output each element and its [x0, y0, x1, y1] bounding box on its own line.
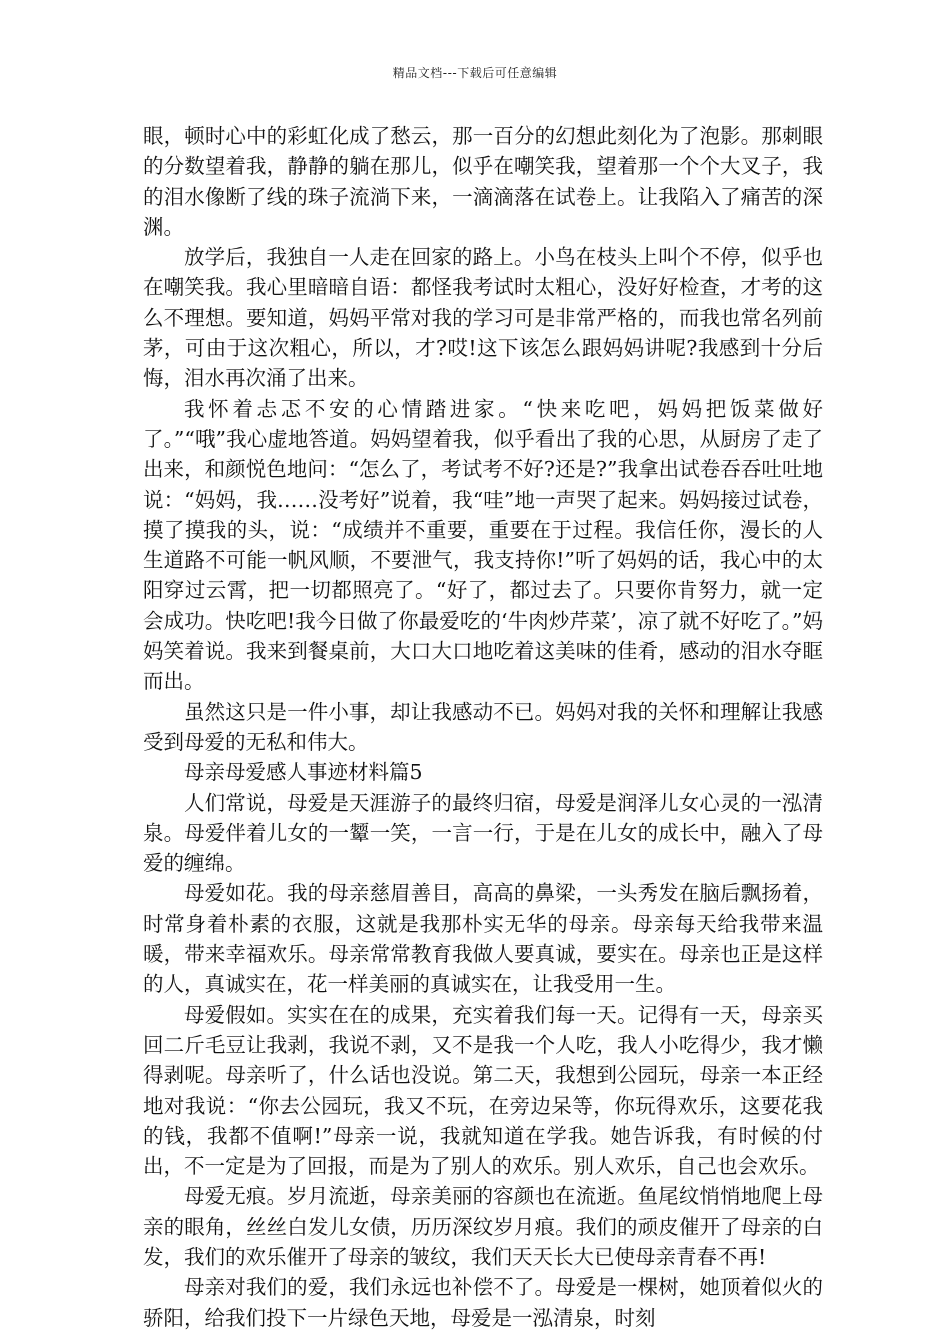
paragraph: 母爱无痕。岁月流逝，母亲美丽的容颜也在流逝。鱼尾纹悄悄地爬上母亲的眼角，丝丝白发儿女债，历历深纹岁月痕。我们的顽皮催开了母亲的白发，我们的欢乐催开了母亲的皱纹，我们天天长大已使母亲青春不再! [143, 1184, 823, 1269]
paragraph: 母亲对我们的爱，我们永远也补偿不了。母爱是一棵树，她顶着似火的骄阳，给我们投下一片绿色天地，母爱是一泓清泉，时刻 [143, 1275, 823, 1330]
paragraph: 母爱如花。我的母亲慈眉善目，高高的鼻梁，一头秀发在脑后飘扬着，时常身着朴素的衣服，这就是我那朴实无华的母亲。母亲每天给我带来温暖，带来幸福欢乐。母亲常常教育我做人要真诚，要实在。母亲也正是这样的人，真诚实在，花一样美丽的真诚实在，让我受用一生。 [143, 881, 823, 997]
page-header: 精品文档---下载后可任意编辑 [392, 66, 558, 80]
paragraph: 人们常说，母爱是天涯游子的最终归宿，母爱是润泽儿女心灵的一泓清泉。母爱伴着儿女的一颦一笑，一言一行，于是在儿女的成长中，融入了母爱的缠绵。 [143, 790, 823, 876]
paragraph: 我怀着忐忑不安的心情踏进家。“快来吃吧，妈妈把饭菜做好了。”“哦”我心虚地答道。妈妈望着我，似乎看出了我的心思，从厨房了走了出来，和颜悦色地问：“怎么了，考试考不好?还是?”我拿出试卷吞吞吐吐地说：“妈妈，我……没考好”说着，我“哇”地一声哭了起来。妈妈接过试卷，摸了摸我的头，说：“成绩并不重要，重要在于过程。我信任你，漫长的人生道路不可能一帆风顺，不要泄气，我支持你!”听了妈妈的话，我心中的太阳穿过云霄，把一切都照亮了。“好了，都过去了。只要你肯努力，就一定会成功。快吃吧!我今日做了你最爱吃的‘牛肉炒芹菜’，凉了就不好吃了。”妈妈笑着说。我来到餐桌前，大口大口地吃着这美味的佳肴，感动的泪水夺眶而出。 [143, 396, 823, 694]
paragraph: 虽然这只是一件小事，却让我感动不已。妈妈对我的关怀和理解让我感受到母爱的无私和伟大。 [143, 699, 823, 754]
paragraph: 眼，顿时心中的彩虹化成了愁云，那一百分的幻想此刻化为了泡影。那刺眼的分数望着我，静静的躺在那儿，似乎在嘲笑我，望着那一个个大叉子，我的泪水像断了线的珠子流淌下来，一滴滴落在试卷上。让我陷入了痛苦的深渊。 [143, 124, 823, 239]
section-title: 母亲母爱感人事迹材料篇5 [184, 760, 423, 785]
paragraph: 放学后，我独自一人走在回家的路上。小鸟在枝头上叫个不停，似乎也在嘲笑我。我心里暗暗自语：都怪我考试时太粗心，没好好检查，才考的这么不理想。要知道，妈妈平常对我的学习可是非常严格的，而我也常名列前茅，可由于这次粗心，所以，才?哎!这下该怎么跟妈妈讲呢?我感到十分后悔，泪水再次涌了出来。 [143, 245, 823, 391]
paragraph: 母爱假如。实实在在的成果，充实着我们每一天。记得有一天，母亲买回二斤毛豆让我剥，我说不剥，又不是我一个人吃，我人小吃得少，我才懒得剥呢。母亲听了，什么话也没说。第二天，我想到公园玩，母亲一本正经地对我说：“你去公园玩，我又不玩，在旁边呆等，你玩得欢乐，这要花我的钱，我都不值啊!”母亲一说，我就知道在学我。她告诉我，有时候的付出，不一定是为了回报，而是为了别人的欢乐。别人欢乐，自己也会欢乐。 [143, 1002, 823, 1179]
document-body [143, 121, 823, 1333]
